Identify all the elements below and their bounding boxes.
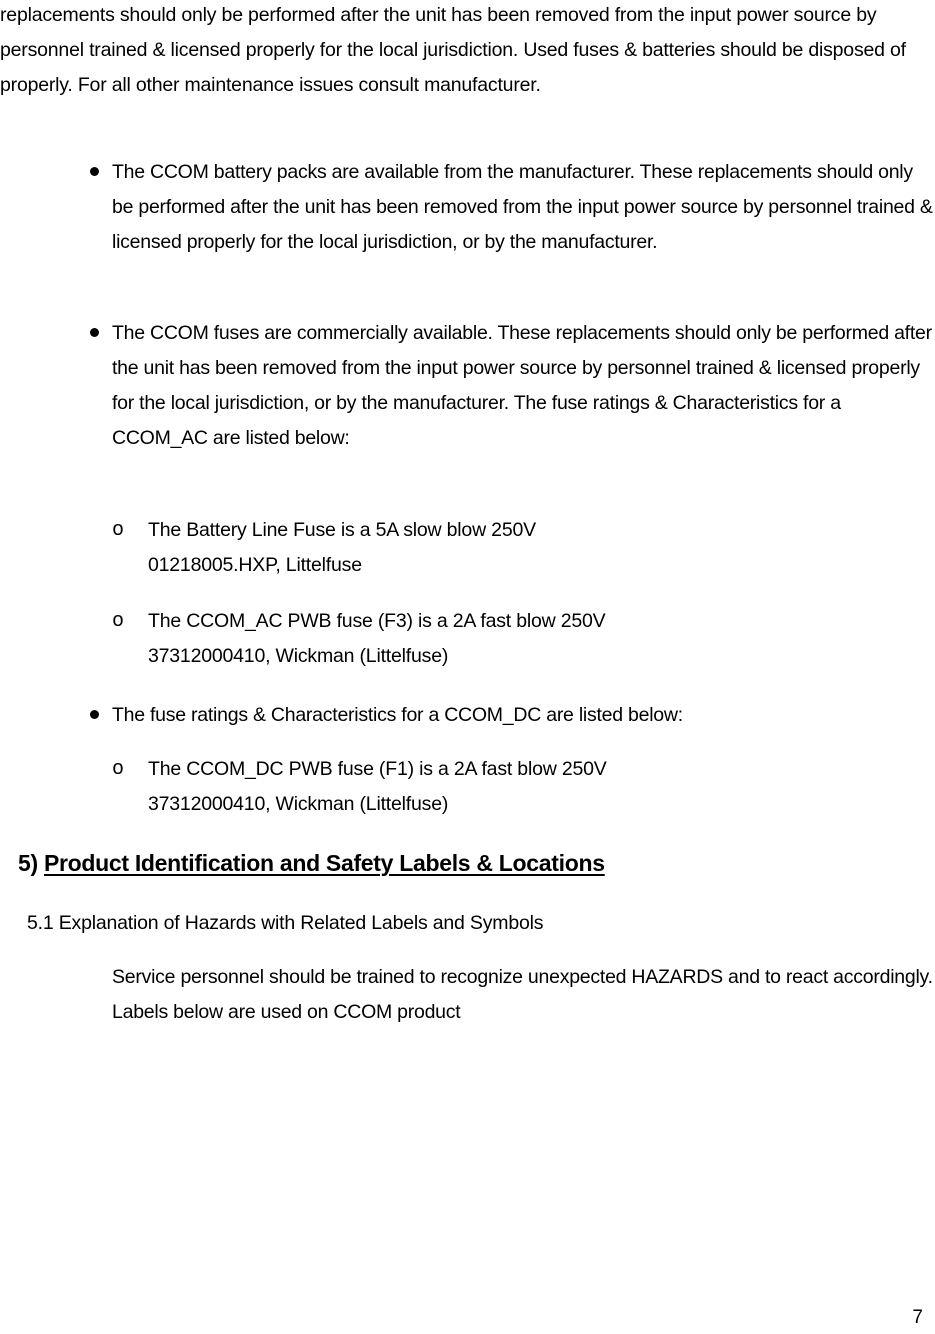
sub-item-line2: 01218005.HXP, Littelfuse — [148, 554, 362, 576]
sub-item-line2: 37312000410, Wickman (Littelfuse) — [148, 793, 449, 815]
sub-item-line1: The CCOM_AC PWB fuse (F3) is a 2A fast blow 250V — [148, 610, 606, 632]
section-number: 5) — [18, 850, 38, 876]
bullet-text: The fuse ratings & Characteristics for a CCOM_DC are listed below: — [112, 704, 683, 726]
bullet-icon — [90, 167, 99, 176]
bullet-icon — [90, 328, 99, 337]
body-paragraph: Service personnel should be trained to recognize unexpected HAZARDS and to react accordingly. Labels below are used on CCOM product — [112, 966, 933, 1023]
intro-paragraph: replacements should only be performed after the unit has been removed from the input power source by personnel trained & licensed properly for the local jurisdiction. Used fuses & batteries should be disposed of properly. For all other maintenance issues consult manufacturer. — [0, 4, 906, 96]
sub-bullet-icon: o — [112, 610, 125, 633]
subsection-heading: 5.1 Explanation of Hazards with Related Labels and Symbols — [27, 912, 544, 934]
section-heading — [18, 846, 605, 880]
sub-bullet-icon: o — [112, 519, 125, 542]
sub-item-line2: 37312000410, Wickman (Littelfuse) — [148, 645, 449, 667]
bullet-text: The CCOM fuses are commercially available. These replacements should only be performed after the unit has been removed from the input power source by personnel trained & licensed properly for the local jurisdiction, or by the manufacturer. The fuse ratings & Characteristics for a CCOM_AC are listed below: — [112, 322, 932, 449]
bullet-icon — [90, 710, 99, 719]
section-title: Product Identification and Safety Labels & Locations — [43, 850, 605, 876]
page-number: 7 — [912, 1307, 923, 1328]
sub-bullet-icon: o — [112, 758, 125, 781]
sub-item-line1: The CCOM_DC PWB fuse (F1) is a 2A fast blow 250V — [148, 758, 607, 780]
sub-item-line1: The Battery Line Fuse is a 5A slow blow 250V — [148, 519, 536, 541]
bullet-text: The CCOM battery packs are available from the manufacturer. These replacements should only be performed after the unit has been removed from the input power source by personnel trained & licensed properly for the local jurisdiction, or by the manufacturer. — [112, 161, 933, 253]
